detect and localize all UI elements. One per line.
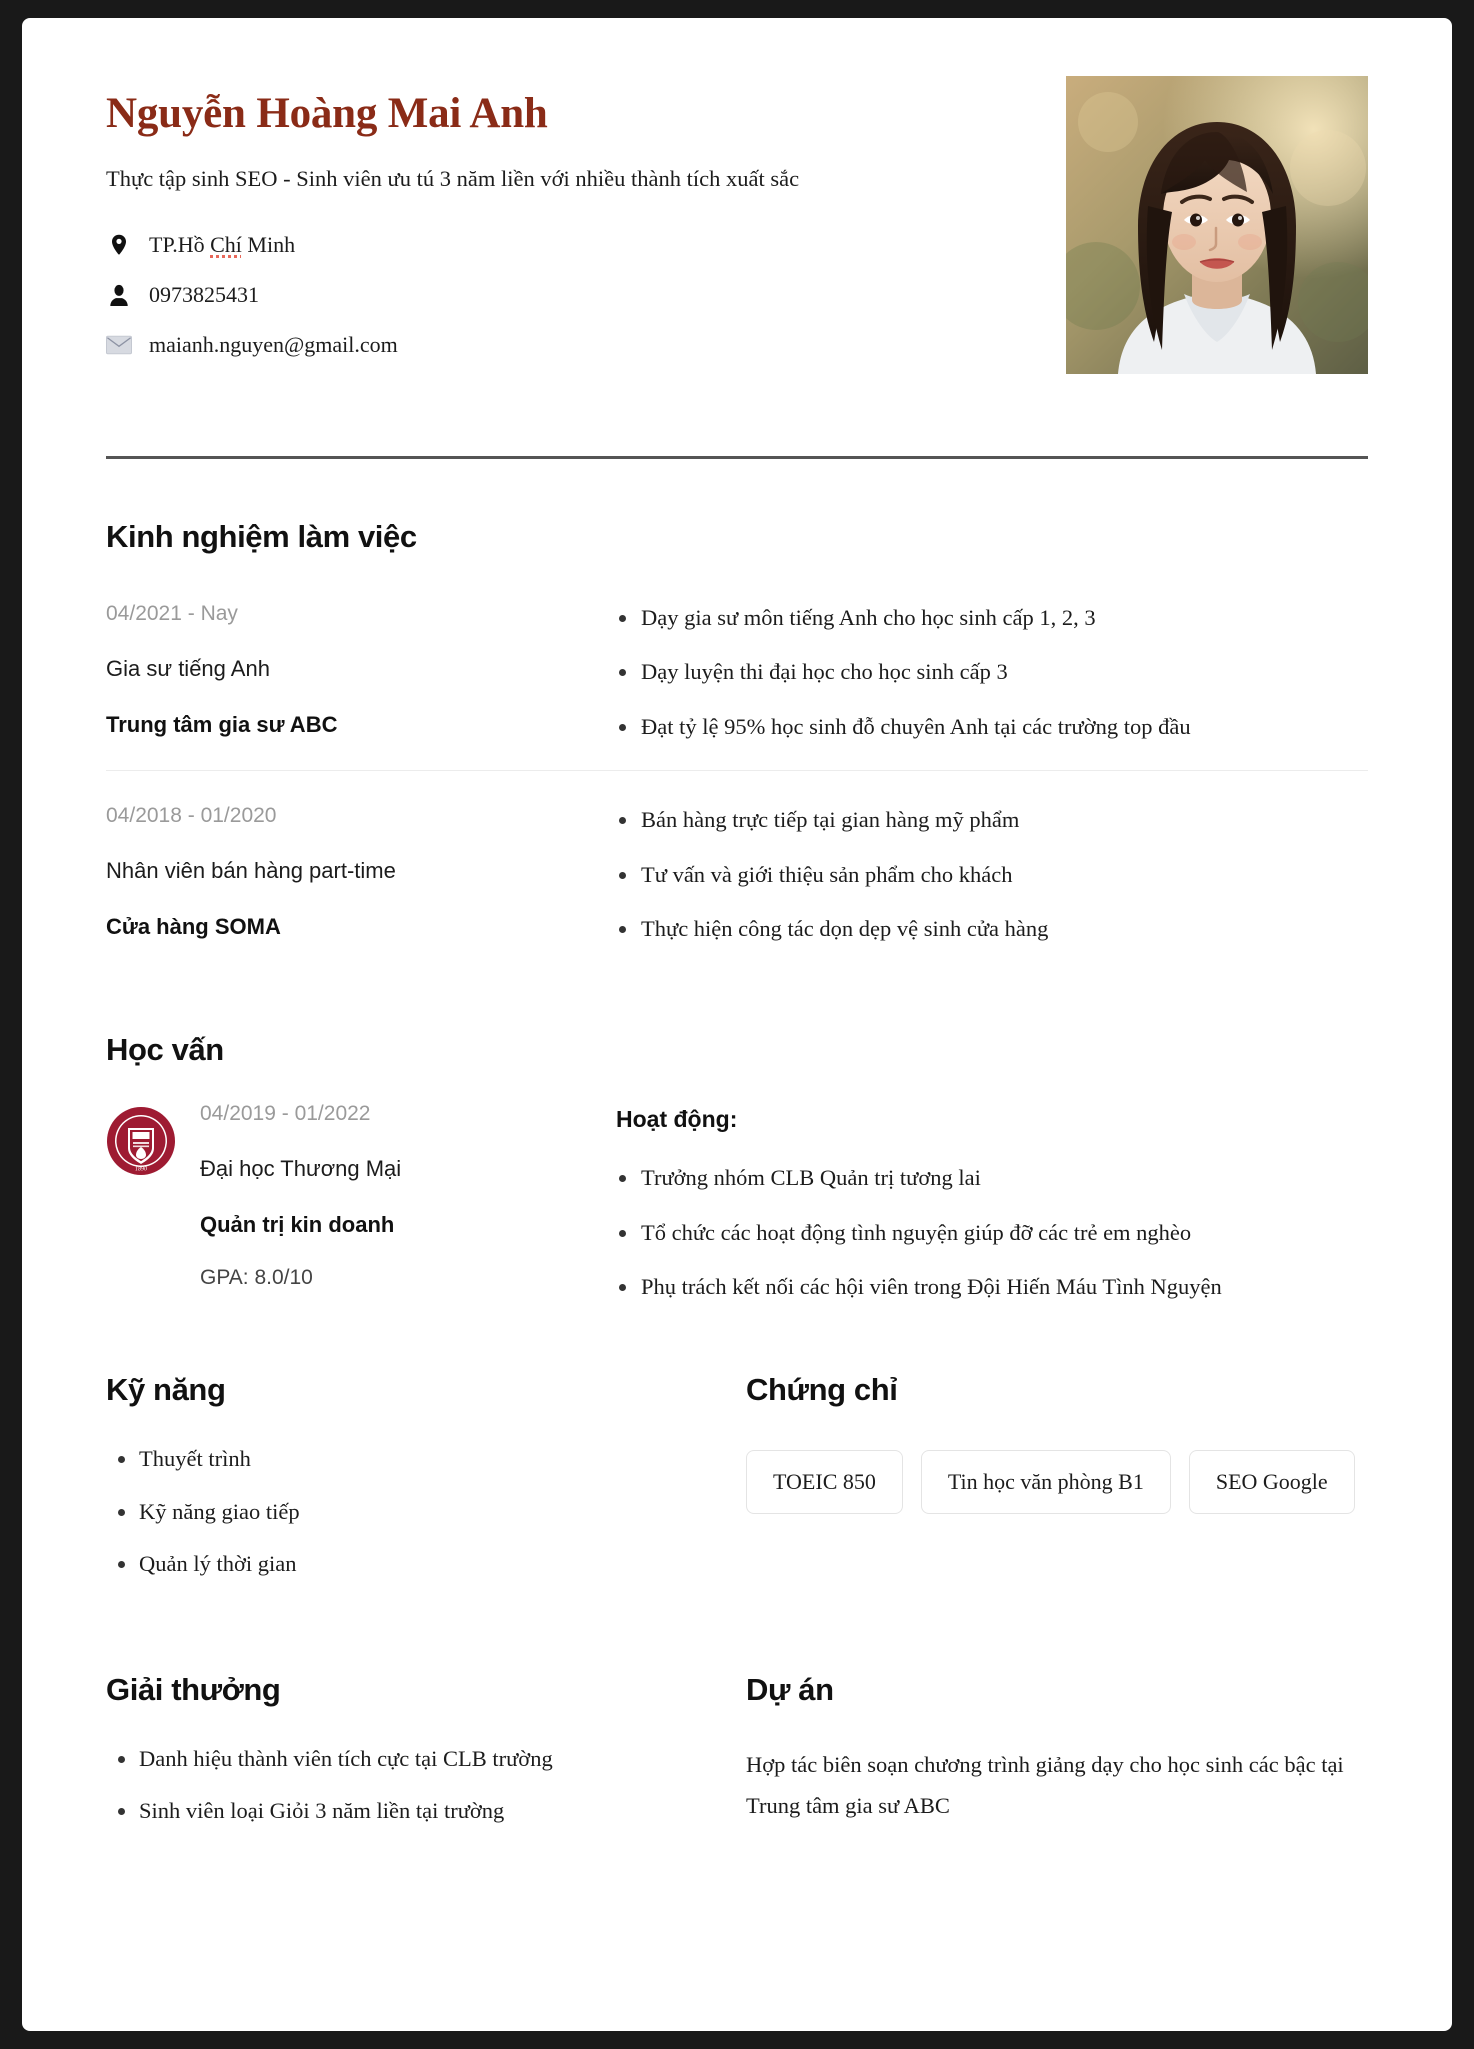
list-item: Thuyết trình — [106, 1444, 706, 1474]
list-item: Bán hàng trực tiếp tại gian hàng mỹ phẩm — [616, 805, 1368, 835]
experience-meta — [106, 601, 576, 742]
list-item: Kỹ năng giao tiếp — [106, 1497, 706, 1527]
contact-row-email — [106, 320, 1066, 370]
list-item: Danh hiệu thành viên tích cực tại CLB trường — [106, 1744, 706, 1774]
resume-page — [22, 18, 1452, 2031]
university-seal-icon — [106, 1106, 176, 1176]
section-title-education: Học vấn — [106, 1032, 224, 1068]
awards-list — [106, 1744, 706, 1827]
education-major: Quản trị kin doanh — [200, 1212, 395, 1238]
experience-entry — [106, 585, 1368, 770]
section-title-awards: Giải thưởng — [106, 1671, 281, 1707]
list-item: Phụ trách kết nối các hội viên trong Đội Hiến Máu Tình Nguyện — [616, 1272, 1368, 1302]
experience-bullet-list — [616, 805, 1368, 944]
education-gpa: GPA: 8.0/10 — [200, 1266, 313, 1290]
list-item: Sinh viên loại Giỏi 3 năm liền tại trường — [106, 1796, 706, 1826]
education-date: 04/2019 - 01/2022 — [200, 1102, 371, 1126]
section-title-skills: Kỹ năng — [106, 1372, 226, 1408]
education-info — [200, 1102, 576, 1302]
avatar — [1066, 76, 1368, 374]
status-badge: SEO Google — [1189, 1450, 1355, 1514]
contact-location: TP.Hồ Chí Minh — [149, 231, 296, 257]
list-item: Trưởng nhóm CLB Quản trị tương lai — [616, 1163, 1368, 1193]
contact-phone: 0973825431 — [149, 281, 259, 307]
section-skills — [106, 1372, 706, 1601]
experience-role: Nhân viên bán hàng part-time — [106, 858, 396, 884]
section-awards — [106, 1672, 706, 1849]
education-school: Đại học Thương Mại — [200, 1156, 402, 1182]
section-certificates — [746, 1372, 1368, 1601]
contact-email[interactable]: maianh.nguyen@gmail.com — [149, 331, 398, 357]
page-title: Nguyễn Hoàng Mai Anh — [106, 90, 548, 137]
contact-list — [106, 220, 1066, 370]
project-description: Hợp tác biên soạn chương trình giảng dạy cho học sinh các bậc tại Trung tâm gia sư ABC — [746, 1751, 1344, 1819]
awards-projects-row — [106, 1672, 1368, 1849]
experience-company: Trung tâm gia sư ABC — [106, 712, 338, 738]
experience-date: 04/2018 - 01/2020 — [106, 804, 277, 828]
experience-entry — [106, 770, 1368, 972]
section-education — [106, 1032, 1368, 1302]
spellcheck-word: Chí — [210, 231, 242, 257]
certificate-chip-list — [746, 1450, 1368, 1514]
experience-details — [616, 803, 1368, 944]
list-item: Đạt tỷ lệ 95% học sinh đỗ chuyên Anh tại các trường top đầu — [616, 712, 1368, 742]
section-title-certificates: Chứng chỉ — [746, 1372, 898, 1408]
section-projects — [746, 1672, 1368, 1849]
contact-row-phone — [106, 270, 1066, 320]
activities-list — [616, 1163, 1368, 1302]
list-item: Tổ chức các hoạt động tình nguyện giúp đỡ các trẻ em nghèo — [616, 1218, 1368, 1248]
education-meta — [106, 1102, 576, 1302]
skills-list — [106, 1444, 706, 1579]
section-experience — [106, 519, 1368, 972]
list-item: Dạy luyện thi đại học cho học sinh cấp 3 — [616, 657, 1368, 687]
list-item: Dạy gia sư môn tiếng Anh cho học sinh cấp 1, 2, 3 — [616, 603, 1368, 633]
experience-bullet-list — [616, 603, 1368, 742]
resume-header — [106, 76, 1368, 374]
header-divider — [106, 456, 1368, 459]
location-pin-icon — [106, 233, 132, 257]
experience-list — [106, 585, 1368, 972]
experience-company: Cửa hàng SOMA — [106, 914, 281, 940]
education-activities — [616, 1102, 1368, 1302]
education-entry — [106, 1102, 1368, 1302]
experience-meta — [106, 803, 576, 944]
svg-text:1890: 1890 — [135, 1166, 147, 1173]
list-item: Tư vấn và giới thiệu sản phẩm cho khách — [616, 860, 1368, 890]
experience-date: 04/2021 - Nay — [106, 602, 238, 625]
profile-headline: Thực tập sinh SEO - Sinh viên ưu tú 3 năm liền với nhiều thành tích xuất sắc — [106, 166, 800, 192]
skills-certificates-row — [106, 1372, 1368, 1601]
experience-role: Gia sư tiếng Anh — [106, 656, 270, 682]
activities-label: Hoạt động: — [616, 1106, 738, 1133]
person-silhouette-icon — [106, 283, 132, 307]
section-title-experience: Kinh nghiệm làm việc — [106, 519, 417, 554]
status-badge: TOEIC 850 — [746, 1450, 903, 1514]
header-text-block — [106, 76, 1066, 370]
status-badge: Tin học văn phòng B1 — [921, 1450, 1171, 1514]
experience-details — [616, 601, 1368, 742]
contact-row-location — [106, 220, 1066, 270]
envelope-icon — [106, 335, 132, 355]
section-title-projects: Dự án — [746, 1671, 834, 1707]
list-item: Quản lý thời gian — [106, 1549, 706, 1579]
list-item: Thực hiện công tác dọn dẹp vệ sinh cửa hàng — [616, 914, 1368, 944]
